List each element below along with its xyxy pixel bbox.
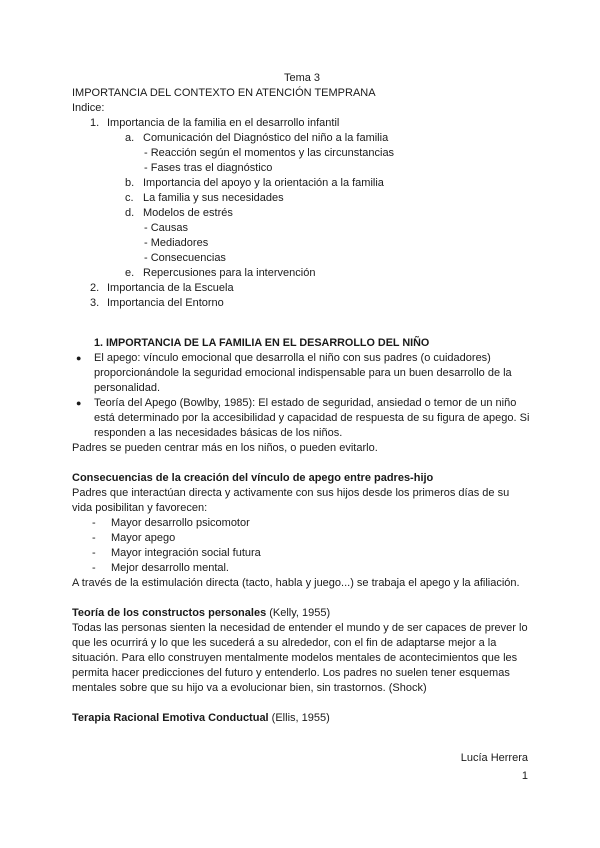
index-item-1: 1. Importancia de la familia en el desarrollo infantil: [90, 117, 340, 129]
table-of-contents: [72, 116, 532, 311]
index-item-1e: e. Repercusiones para la intervención: [125, 267, 316, 279]
index-sub-item: - Fases tras el diagnóstico: [144, 162, 273, 174]
index-item-1c: c. La familia y sus necesidades: [125, 192, 284, 204]
section-1-heading: 1. IMPORTANCIA DE LA FAMILIA EN EL DESARROLLO DEL NIÑO: [94, 337, 430, 349]
document-title: IMPORTANCIA DEL CONTEXTO EN ATENCIÓN TEMPRANA: [72, 87, 376, 99]
index-item-1a: a. Comunicación del Diagnóstico del niño a la familia: [125, 132, 389, 144]
topic-number: Tema 3: [283, 72, 321, 84]
section-1-bullets: [72, 351, 532, 441]
list-item: - Mayor apego: [72, 531, 532, 546]
section-3-body: Todas las personas sienten la necesidad de entender el mundo y de ser capaces de prever lo que les ocurrirá y lo que les sucederá a su alrededor, con el fin de adaptarse mejor a la situación. Para ello construyen mentalmente modelos mentales de acontecimientos que les permita hacer predicciones del futuro y entenderlo. Los padres no suelen tener esquemas mentales sobre que su hijo va a evolucionar bien, sin trastornos. (Shock): [72, 622, 528, 694]
section-2-outro: A través de la estimulación directa (tacto, habla y juego...) se trabaja el apego y la afiliación.: [72, 577, 520, 589]
section-2-intro: Padres que interactúan directa y activamente con sus hijos desde los primeros días de su vida posibilitan y favorecen:: [72, 487, 510, 514]
bullet-apego: ● El apego: vínculo emocional que desarrolla el niño con sus padres (o cuidadores) proporcionándole la seguridad emocional indispensable para un buen desarrollo de la personalidad.: [72, 351, 532, 396]
list-item: - Mejor desarrollo mental.: [72, 561, 532, 576]
document-page: [72, 71, 532, 726]
page-number: 1: [521, 770, 528, 782]
section-4-heading: Terapia Racional Emotiva Conductual (Ellis, 1955): [72, 712, 330, 724]
index-item-1d: d. Modelos de estrés: [125, 207, 233, 219]
list-item: - Mayor integración social futura: [72, 546, 532, 561]
index-label: Indice:: [72, 102, 105, 114]
section-1-note: Padres se pueden centrar más en los niños, o pueden evitarlo.: [72, 442, 378, 454]
index-sub-item: - Causas: [144, 222, 189, 234]
index-item-3: 3. Importancia del Entorno: [90, 297, 224, 309]
index-sub-item: - Consecuencias: [144, 252, 226, 264]
index-item-2: 2. Importancia de la Escuela: [90, 282, 234, 294]
index-item-1b: b. Importancia del apoyo y la orientación a la familia: [125, 177, 384, 189]
list-item: - Mayor desarrollo psicomotor: [72, 516, 532, 531]
footer-author: Lucía Herrera: [460, 752, 528, 764]
section-2-heading: Consecuencias de la creación del vínculo de apego entre padres-hijo: [72, 472, 434, 484]
bullet-teoria-apego: ● Teoría del Apego (Bowlby, 1985): El estado de seguridad, ansiedad o temor de un niño está determinado por la accesibilidad y capacidad de respuesta de su figura de apego. Si responden a las necesidades básicas de los niños.: [72, 396, 532, 441]
index-sub-item: - Reacción según el momentos y las circunstancias: [144, 147, 395, 159]
section-3-heading: Teoría de los constructos personales (Kelly, 1955): [72, 607, 331, 619]
index-sub-item: - Mediadores: [144, 237, 209, 249]
section-2-list: [72, 516, 532, 576]
